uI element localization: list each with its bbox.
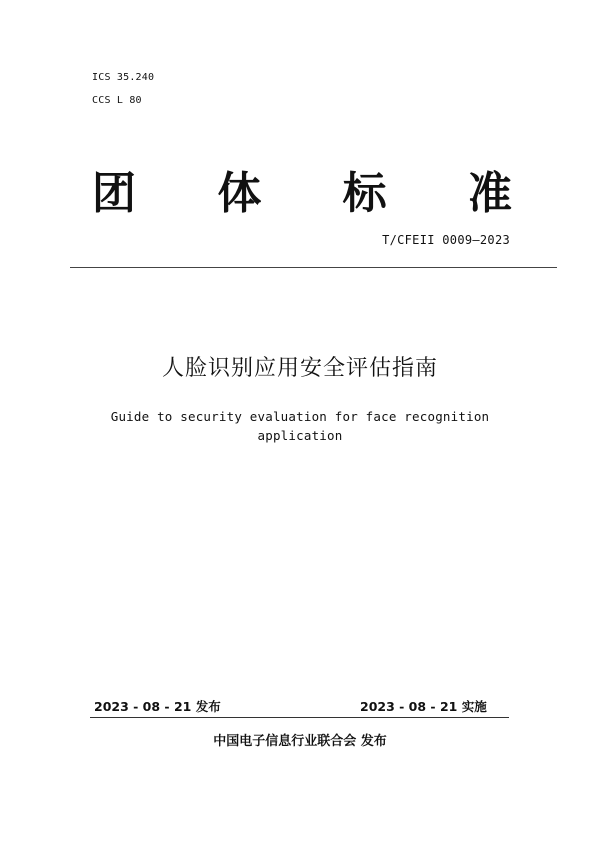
title-char-1: 团 (92, 168, 136, 219)
standard-number: T/CFEII 0009—2023 (382, 233, 510, 247)
standard-type-title (92, 166, 512, 222)
ccs-code: CCS L 80 (92, 95, 142, 106)
publisher: 中国电子信息行业联合会 发布 (213, 734, 387, 749)
publish-date: 2023 - 08 - 21 发布 (94, 699, 221, 714)
top-divider (70, 267, 557, 268)
english-title-line-2: application (257, 428, 343, 443)
bottom-divider (90, 717, 509, 718)
title-char-2: 体 (217, 168, 262, 219)
title-char-4: 准 (467, 168, 512, 219)
english-title-line-1: Guide to security evaluation for face recognition (110, 409, 490, 424)
title-char-3: 标 (342, 168, 387, 219)
document-title-chinese: 人脸识别应用安全评估指南 (161, 356, 438, 381)
document-title-english (100, 407, 500, 445)
ics-code: ICS 35.240 (92, 72, 155, 83)
implementation-date: 2023 - 08 - 21 实施 (360, 699, 487, 714)
